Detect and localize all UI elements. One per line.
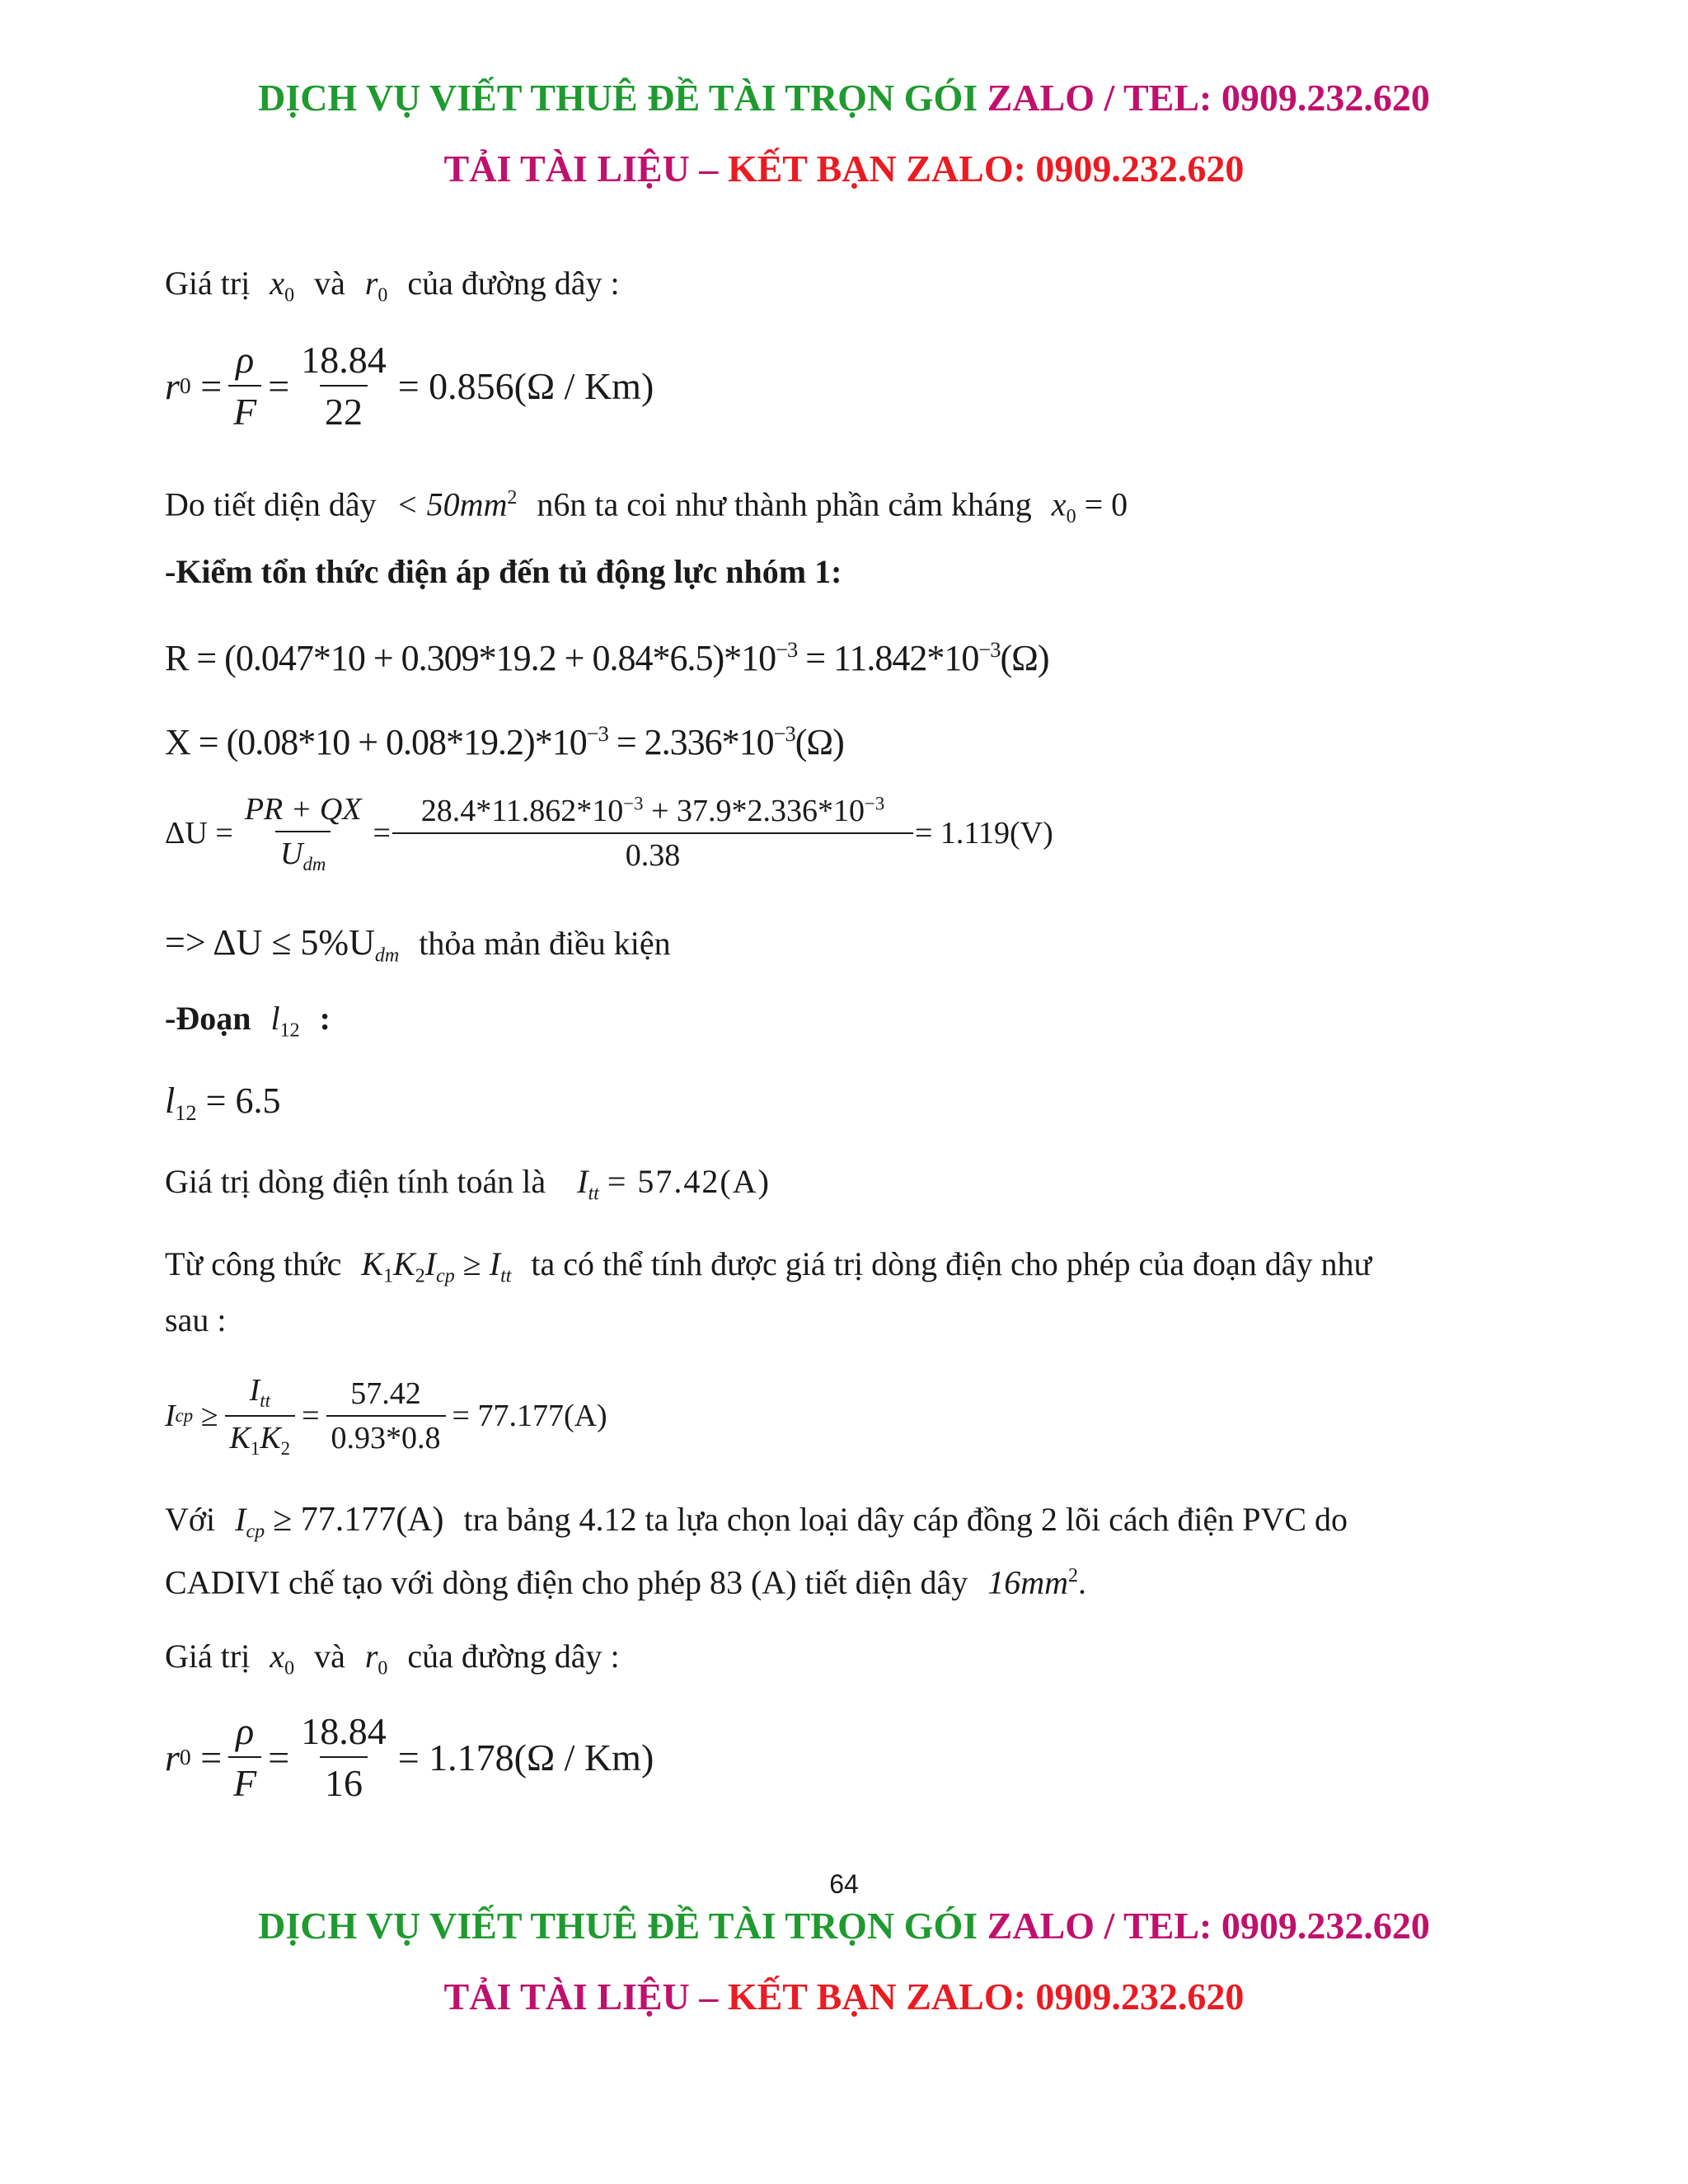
equation-reactance: $X = (0.08*10 + 0.08*19.2)*10^{-3} = 2.336*10^{-3}(\Omega)$ bbox=[165, 721, 844, 762]
footer-banner-line2 bbox=[0, 1975, 1688, 2018]
footer-zalo-text: KẾT BẠN ZALO: 0909.232.620 bbox=[727, 1975, 1245, 2018]
footer-service-text: DỊCH VỤ VIẾT THUÊ ĐỀ TÀI TRỌN GÓI bbox=[258, 1905, 987, 1947]
header-contact-text: ZALO / TEL: 0909.232.620 bbox=[987, 77, 1430, 119]
footer-download-text: TẢI TÀI LIỆU – bbox=[443, 1975, 728, 2018]
header-banner-line2 bbox=[0, 147, 1688, 190]
paragraph-cable-selection-cont: CADIVI chế tạo với dòng điện cho phép 83 (A) tiết diện dây $16mm^2$. bbox=[165, 1563, 1087, 1601]
paragraph-formula-cont: sau : bbox=[165, 1301, 227, 1338]
header-service-text: DỊCH VỤ VIẾT THUÊ ĐỀ TÀI TRỌN GÓI bbox=[258, 77, 987, 119]
equation-l12: $l_{12} = 6.5$ bbox=[165, 1080, 281, 1126]
heading-segment-l12: -Đoạn $l_{12}$ : bbox=[165, 1000, 331, 1042]
header-download-text: TẢI TÀI LIỆU – bbox=[443, 148, 728, 190]
paragraph-calculated-current: Giá trị dòng điện tính toán là $I_{tt} = 57.42(A)$ bbox=[165, 1163, 771, 1205]
equation-r0-first: r 0 = $\frac{\rho}{F}$ = $\frac{18.84}{22}$ = 0.856(Ω / Km) bbox=[165, 339, 654, 433]
paragraph-x0-r0-second: Giá trị $x_0$ và $r_0$ của đường dây : bbox=[165, 1638, 620, 1680]
equation-r0-second: r 0 = $\frac{\rho}{F}$ = $\frac{18.84}{16}$ = 1.178(Ω / Km) bbox=[165, 1710, 654, 1804]
footer-banner-line1 bbox=[0, 1904, 1688, 1947]
header-zalo-text: KẾT BẠN ZALO: 0909.232.620 bbox=[727, 148, 1245, 190]
page-number: 64 bbox=[829, 1869, 859, 1899]
paragraph-x0-r0: Giá trị $x_0$ và $r_0$ của đường dây : bbox=[165, 265, 620, 307]
paragraph-cross-section: Do tiết diện dây < $50mm^2$ n6n ta coi như thành phần cảm kháng $x_0 = 0$ bbox=[165, 485, 1128, 527]
paragraph-condition-met: => $\Delta U \le 5\%U_{dm}$ thỏa mản điều kiện bbox=[165, 922, 671, 967]
heading-voltage-check: -Kiểm tổn thức điện áp đến tủ động lực nhóm 1: bbox=[165, 553, 842, 590]
paragraph-cable-selection: Với $I_{cp} \ge 77.177(A)$ tra bảng 4.12 ta lựa chọn loại dây cáp đồng 2 lõi cách điện PVC do bbox=[165, 1501, 1348, 1543]
paragraph-formula: Từ công thức $K_1K_2I_{cp} \ge I_{tt}$ ta có thể tính được giá trị dòng điện cho phép của đoạn dây như bbox=[165, 1245, 1372, 1287]
equation-voltage-drop: ΔU = $\frac{PR + QX}{U_{dm}}$ = $\frac{28.4*11.862*10^{-3} + 37.9*2.336*10^{-3}}{0.38}$ = 1.119(V) bbox=[165, 792, 1053, 874]
header-banner-line1 bbox=[0, 76, 1688, 120]
footer-contact-text: ZALO / TEL: 0909.232.620 bbox=[987, 1905, 1430, 1947]
equation-allowed-current: I cp ≥ $\frac{I_{tt}}{K_1K_2}$ = $\frac{57.42}{0.93*0.8}$ = 77.177(A) bbox=[165, 1373, 607, 1459]
equation-resistance: $R = (0.047*10 + 0.309*19.2 + 0.84*6.5)*10^{-3} = 11.842*10^{-3}(\Omega)$ bbox=[165, 637, 1049, 678]
